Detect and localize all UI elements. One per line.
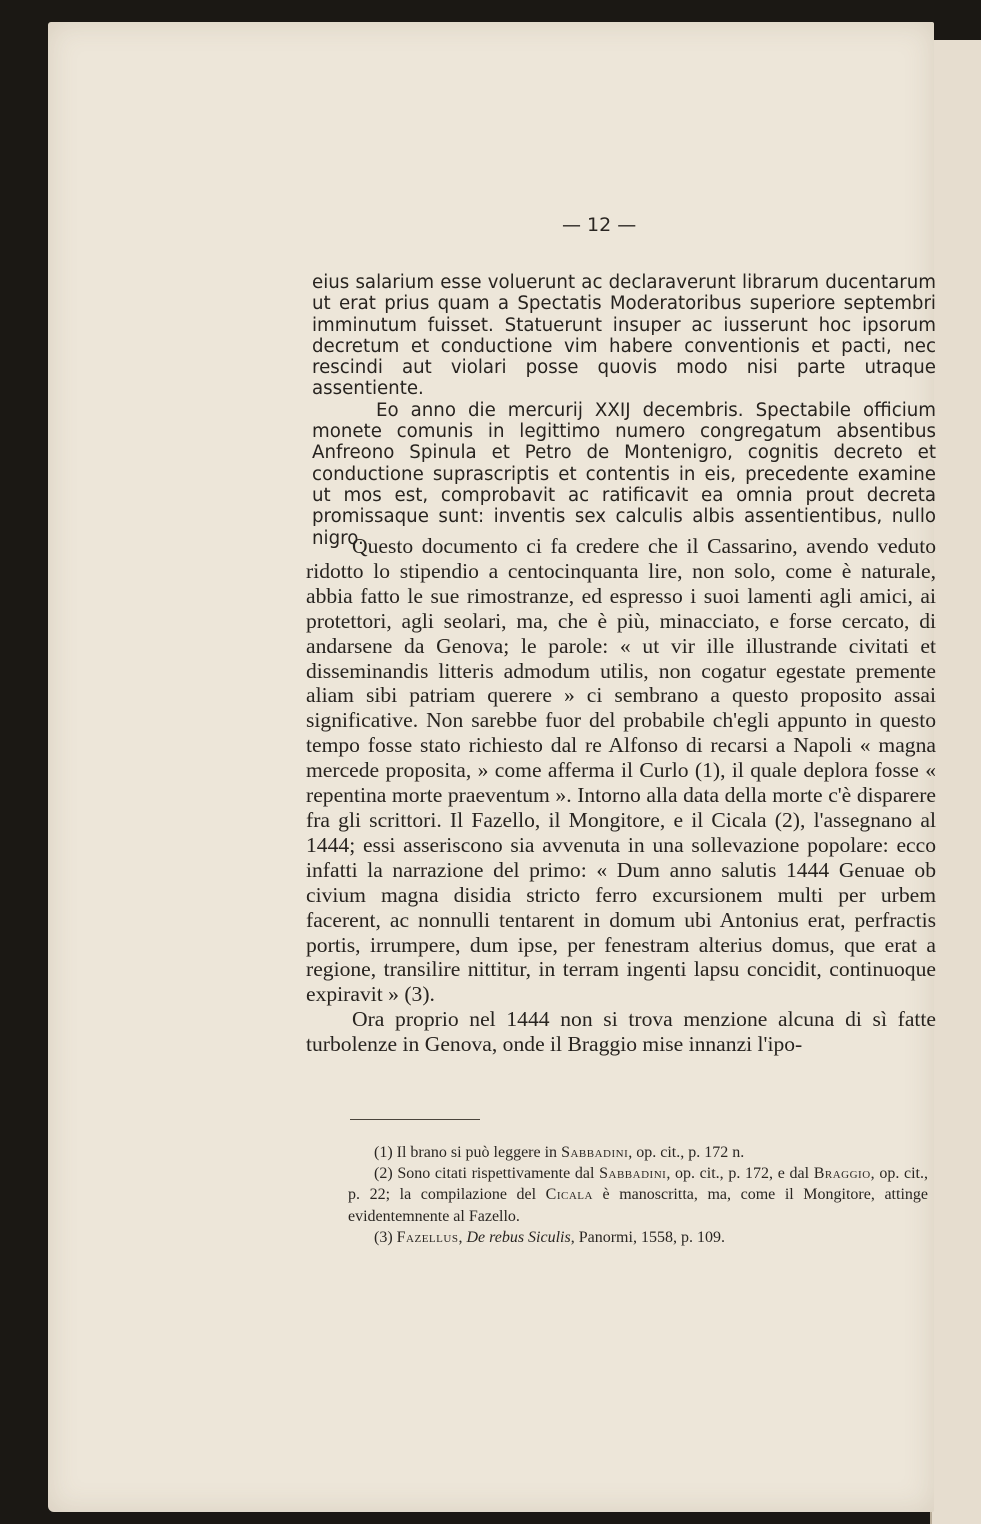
footnote-1: (1) Il brano si può leggere in Sabbadini, op. cit., p. 172 n. xyxy=(374,1144,745,1161)
quoted-document xyxy=(312,272,936,549)
body-paragraph: Ora proprio nel 1444 non si trova menzione alcuna di sì fatte turbolenze in Genova, onde il Braggio mise innanzi l'ipo- xyxy=(306,1007,936,1057)
adjacent-page-edge xyxy=(930,40,981,1524)
footnote-3: (3) Fazellus, De rebus Siculis, Panormi, 1558, p. 109. xyxy=(374,1228,725,1246)
body-text xyxy=(306,534,936,1057)
book-page xyxy=(48,22,934,1512)
document-paragraph: Eo anno die mercurij XXIJ decembris. Spectabile officium monete comunis in legittimo numero congregatum absentibus Anfreono Spinula et Petro de Montenigro, cognitis decreto et conductione suprascriptis et contentis in eis, precedente examine ut mos est, comprobavit ac ratificavit ea omnia prout decreta promissaque sunt: inventis sex calculis albis assentientibus, nullo nigro. xyxy=(312,399,936,549)
page-number: — 12 — xyxy=(562,214,637,236)
footnote-2: (2) Sono citati rispettivamente dal Sabbadini, op. cit., p. 172, e dal Braggio, op. cit., p. 22; la compilazione del Cicala è manoscritta, ma, come il Mongitore, attinge evidentemnente al Fazello. xyxy=(348,1165,929,1225)
document-paragraph: eius salarium esse voluerunt ac declaraverunt librarum ducentarum ut erat prius quam a Spectatis Moderatoribus superiore septembri imminutum fuisset. Statuerunt insuper ac iusserunt hoc ipsorum decretum et conductione vim habere conventionis et pacti, nec rescindi aut violari posse quovis modo nisi parte utraque assentiente. xyxy=(312,272,936,400)
footnotes xyxy=(348,1142,928,1248)
footnote-divider xyxy=(350,1119,480,1120)
body-paragraph: Questo documento ci fa credere che il Cassarino, avendo veduto ridotto lo stipendio a centocinquanta lire, non solo, come è naturale, abbia fatto le sue rimostranze, ed espresso i suoi lamenti agli amici, ai protettori, agli seolari, ma, che è più, minacciato, e forse cercato, di andarsene da Genova; le parole: « ut vir ille illustrande civitati et disseminandis litteris admodum utilis, non cogatur egestate premente aliam sibi patriam querere » ci sembrano a questo proposito assai significative. Non sarebbe fuor del probabile ch'egli appunto in questo tempo fosse stato richiesto dal re Alfonso di recarsi a Napoli « magna mercede proposita, » come afferma il Curlo (1), il quale deplora fosse « repentina morte praeventum ». Intorno alla data della morte c'è disparere fra gli scrittori. Il Fazello, il Mongitore, e il Cicala (2), l'assegnano al 1444; essi asseriscono sia avvenuta in una sollevazione popolare: ecco infatti la narrazione del primo: « Dum anno salutis 1444 Genuae ob civium magna disidia stricto ferro excursionem multi per urbem facerent, ac nonnulli tentarent in domum ubi Antonius erat, perfractis portis, irrumpere, dum ipse, per fenestram alterius domus, que erat a regione, transilire nittitur, in terram ingenti lapsu concidit, continuoque expiravit » (3). xyxy=(306,534,936,1007)
